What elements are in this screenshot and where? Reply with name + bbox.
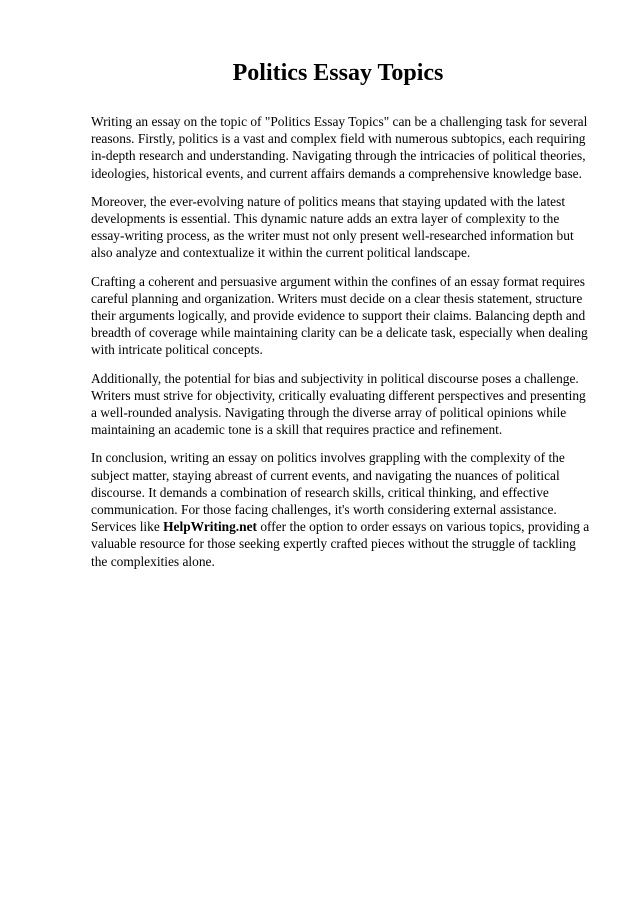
paragraph-bias: Additionally, the potential for bias and subjectivity in political discourse poses a challenge. Writers must strive for objectivity, critically evaluating different perspectives and presenting a well-rounded analysis. Navigating through the diverse array of political opinions while maintaining an academic tone is a skill that requires practice and refinement. (91, 370, 586, 438)
paragraph-conclusion (91, 449, 594, 569)
paragraph-intro: Writing an essay on the topic of "Politics Essay Topics" can be a challenging task for several reasons. Firstly, politics is a vast and complex field with numerous subtopics, each requiring in-depth research and understanding. Navigating through the intricacies of political theories, ideologies, historical events, and current affairs demands a comprehensive knowledge base. (91, 114, 588, 181)
paragraph-evolving-nature: Moreover, the ever-evolving nature of politics means that staying updated with the latest developments is essential. This dynamic nature adds an extra layer of complexity to the essay-writing process, as the writer must not only present well-researched information but also analyze and contextualize it within the current political landscape. (91, 193, 574, 261)
conclusion-text-after: offer the option to order essays on various topics, providing a valuable resource for those seeking expertly crafted pieces without the struggle of tackling the complexities alone. (91, 519, 590, 569)
page-title: Politics Essay Topics (232, 60, 444, 86)
conclusion-text-before: In conclusion, writing an essay on politics involves grappling with the complexity of the subject matter, staying abreast of current events, and navigating the nuances of political discourse. It demands a combination of research skills, critical thinking, and effective communication. For those facing challenges, it's worth considering external assistance. Services like (91, 450, 565, 535)
paragraph-argument: Crafting a coherent and persuasive argument within the confines of an essay format requires careful planning and organization. Writers must decide on a clear thesis statement, structure their arguments logically, and provide evidence to support their claims. Balancing depth and breadth of coverage while maintaining clarity can be a delicate task, especially when dealing with intricate political concepts. (91, 273, 588, 358)
brand-name: HelpWriting.net (163, 519, 257, 535)
